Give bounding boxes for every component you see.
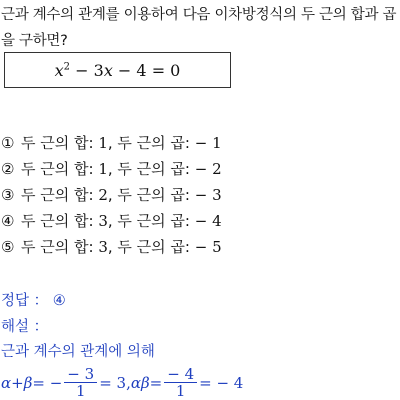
solution-line: 근과 계수의 관계에 의해 (1, 344, 155, 360)
solution-label: 해설 ： (1, 319, 49, 335)
solution-formula: α + β = − $\frac{- 3}{1}$ = 3, αβ = $\frac{- 4}{1}$ = − 4 (1, 365, 244, 400)
choice-1[interactable]: ① 두 근의 합: 1, 두 근의 곱: − 1 (1, 134, 222, 152)
question-text: 근과 계수의 관계를 이용하여 다음 이차방정식의 두 근의 합과 곱을 구하면? (1, 7, 397, 49)
fraction-sum: $\frac{- 3}{1}$ (64, 366, 97, 399)
choice-3[interactable]: ③ 두 근의 합: 2, 두 근의 곱: − 3 (1, 186, 222, 204)
choice-2[interactable]: ② 두 근의 합: 1, 두 근의 곱: − 2 (1, 160, 222, 178)
choice-list (1, 130, 222, 260)
choice-4[interactable]: ④ 두 근의 합: 3, 두 근의 곱: − 4 (1, 212, 222, 230)
equation-box (4, 52, 231, 88)
fraction-product: $\frac{- 4}{1}$ (164, 366, 197, 399)
answer-line: 정답 ： ④ (1, 293, 66, 309)
answer-block (1, 288, 66, 340)
equation: $x^2 - 3x - 4 = 0$ (54, 60, 181, 80)
choice-5[interactable]: ⑤ 두 근의 합: 3, 두 근의 곱: − 5 (1, 238, 222, 256)
answer-value: ④ (52, 293, 66, 309)
